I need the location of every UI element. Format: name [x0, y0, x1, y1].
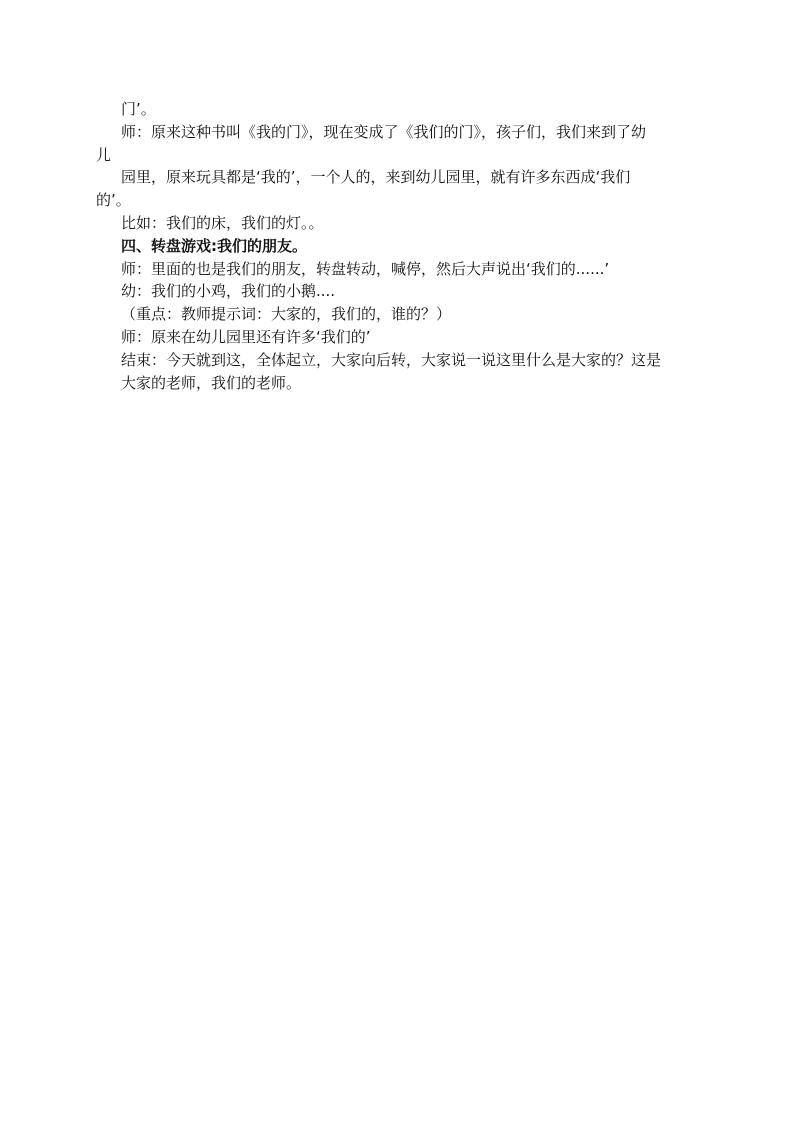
- paragraph-line: 结束：今天就到这，全体起立，大家向后转，大家说一说这里什么是大家的？这是: [121, 350, 662, 369]
- paragraph-line: 的’。: [96, 191, 131, 210]
- document-body: [96, 98, 708, 394]
- paragraph-line: 师：原来这种书叫《我的门》，现在变成了《我们的门》，孩子们，我们来到了幼: [121, 122, 647, 141]
- paragraph-line: 比如：我们的床，我们的灯。。: [121, 213, 324, 232]
- paragraph-line: 大家的老师，我们的老师。: [121, 373, 302, 392]
- paragraph-line: 幼：我们的小鸡，我们的小鹅....: [121, 282, 336, 301]
- paragraph-line: 师：原来在幼儿园里还有许多‘我们的’: [121, 327, 371, 346]
- paragraph-line: 园里，原来玩具都是‘我的’，一个人的，来到幼儿园里，就有许多东西成‘我们: [121, 168, 631, 187]
- section-heading: 四、转盘游戏:我们的朋友。: [121, 236, 307, 255]
- paragraph-line: 门’。: [121, 100, 156, 118]
- paragraph-line: 师：里面的也是我们的朋友，转盘转动，喊停，然后大声说出‘我们的......’: [121, 259, 610, 278]
- paragraph-line: （重点：教师提示词：大家的，我们的，谁的？）: [121, 305, 452, 324]
- paragraph-line: 儿: [96, 145, 112, 164]
